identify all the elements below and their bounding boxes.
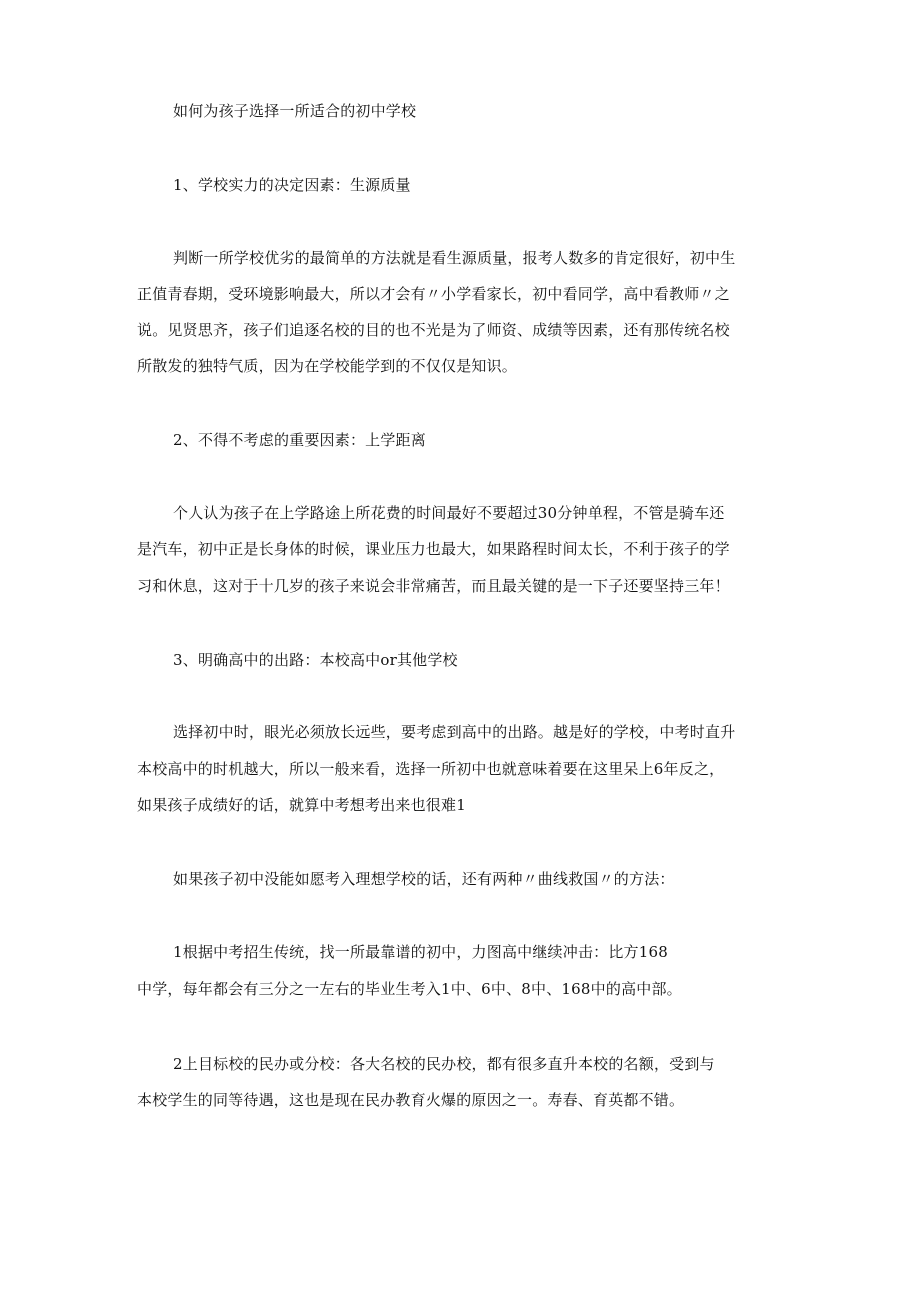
method2-line: 本校学生的同等待遇，这也是现在民办教育火爆的原因之一。寿春、育英都不错。 [137, 1091, 685, 1109]
section3-paragraph-line: 如果孩子成绩好的话，就算中考想考出来也很难1 [137, 796, 466, 814]
method1-line: 1根据中考招生传统，找一所最靠谱的初中，力图高中继续冲击：比方168 [173, 943, 668, 961]
section1-heading: 1、学校实力的决定因素：生源质量 [173, 176, 411, 194]
section1-paragraph-line: 判断一所学校优劣的最简单的方法就是看生源质量，报考人数多的肯定很好，初中生 [173, 249, 736, 267]
section2-paragraph-line: 习和休息，这对于十几岁的孩子来说会非常痛苦，而且最关键的是一下子还要坚持三年！ [137, 577, 730, 595]
section2-paragraph-line: 是汽车，初中正是长身体的时候，课业压力也最大，如果路程时间太长，不利于孩子的学 [137, 540, 730, 558]
section2-heading: 2、不得不考虑的重要因素：上学距离 [173, 431, 426, 449]
section3-paragraph-line: 本校高中的时机越大，所以一般来看，选择一所初中也就意味着要在这里呆上6年反之， [137, 760, 725, 778]
section2-paragraph-line: 个人认为孩子在上学路途上所花费的时间最好不要超过30分钟单程，不管是骑车还 [173, 504, 725, 522]
section1-paragraph-line: 说。见贤思齐，孩子们追逐名校的目的也不光是为了师资、成绩等因素，还有那传统名校 [137, 321, 730, 339]
document-title: 如何为孩子选择一所适合的初中学校 [173, 102, 417, 120]
method2-line: 2上目标校的民办或分校：各大名校的民办校，都有很多直升本校的名额，受到与 [173, 1055, 715, 1073]
method1-line: 中学，每年都会有三分之一左右的毕业生考入1中、6中、8中、168中的高中部。 [137, 980, 682, 998]
section1-paragraph-line: 正值青春期，受环境影响最大，所以才会有〃小学看家长，初中看同学，高中看教师〃之 [137, 285, 730, 303]
section1-paragraph-line: 所散发的独特气质，因为在学校能学到的不仅仅是知识。 [137, 357, 518, 375]
section3-heading: 3、明确高中的出路：本校高中or其他学校 [173, 651, 458, 669]
section3-paragraph-line: 选择初中时，眼光必须放长远些，要考虑到高中的出路。越是好的学校，中考时直升 [173, 723, 736, 741]
methods-intro: 如果孩子初中没能如愿考入理想学校的话，还有两种〃曲线救国〃的方法： [173, 870, 675, 888]
